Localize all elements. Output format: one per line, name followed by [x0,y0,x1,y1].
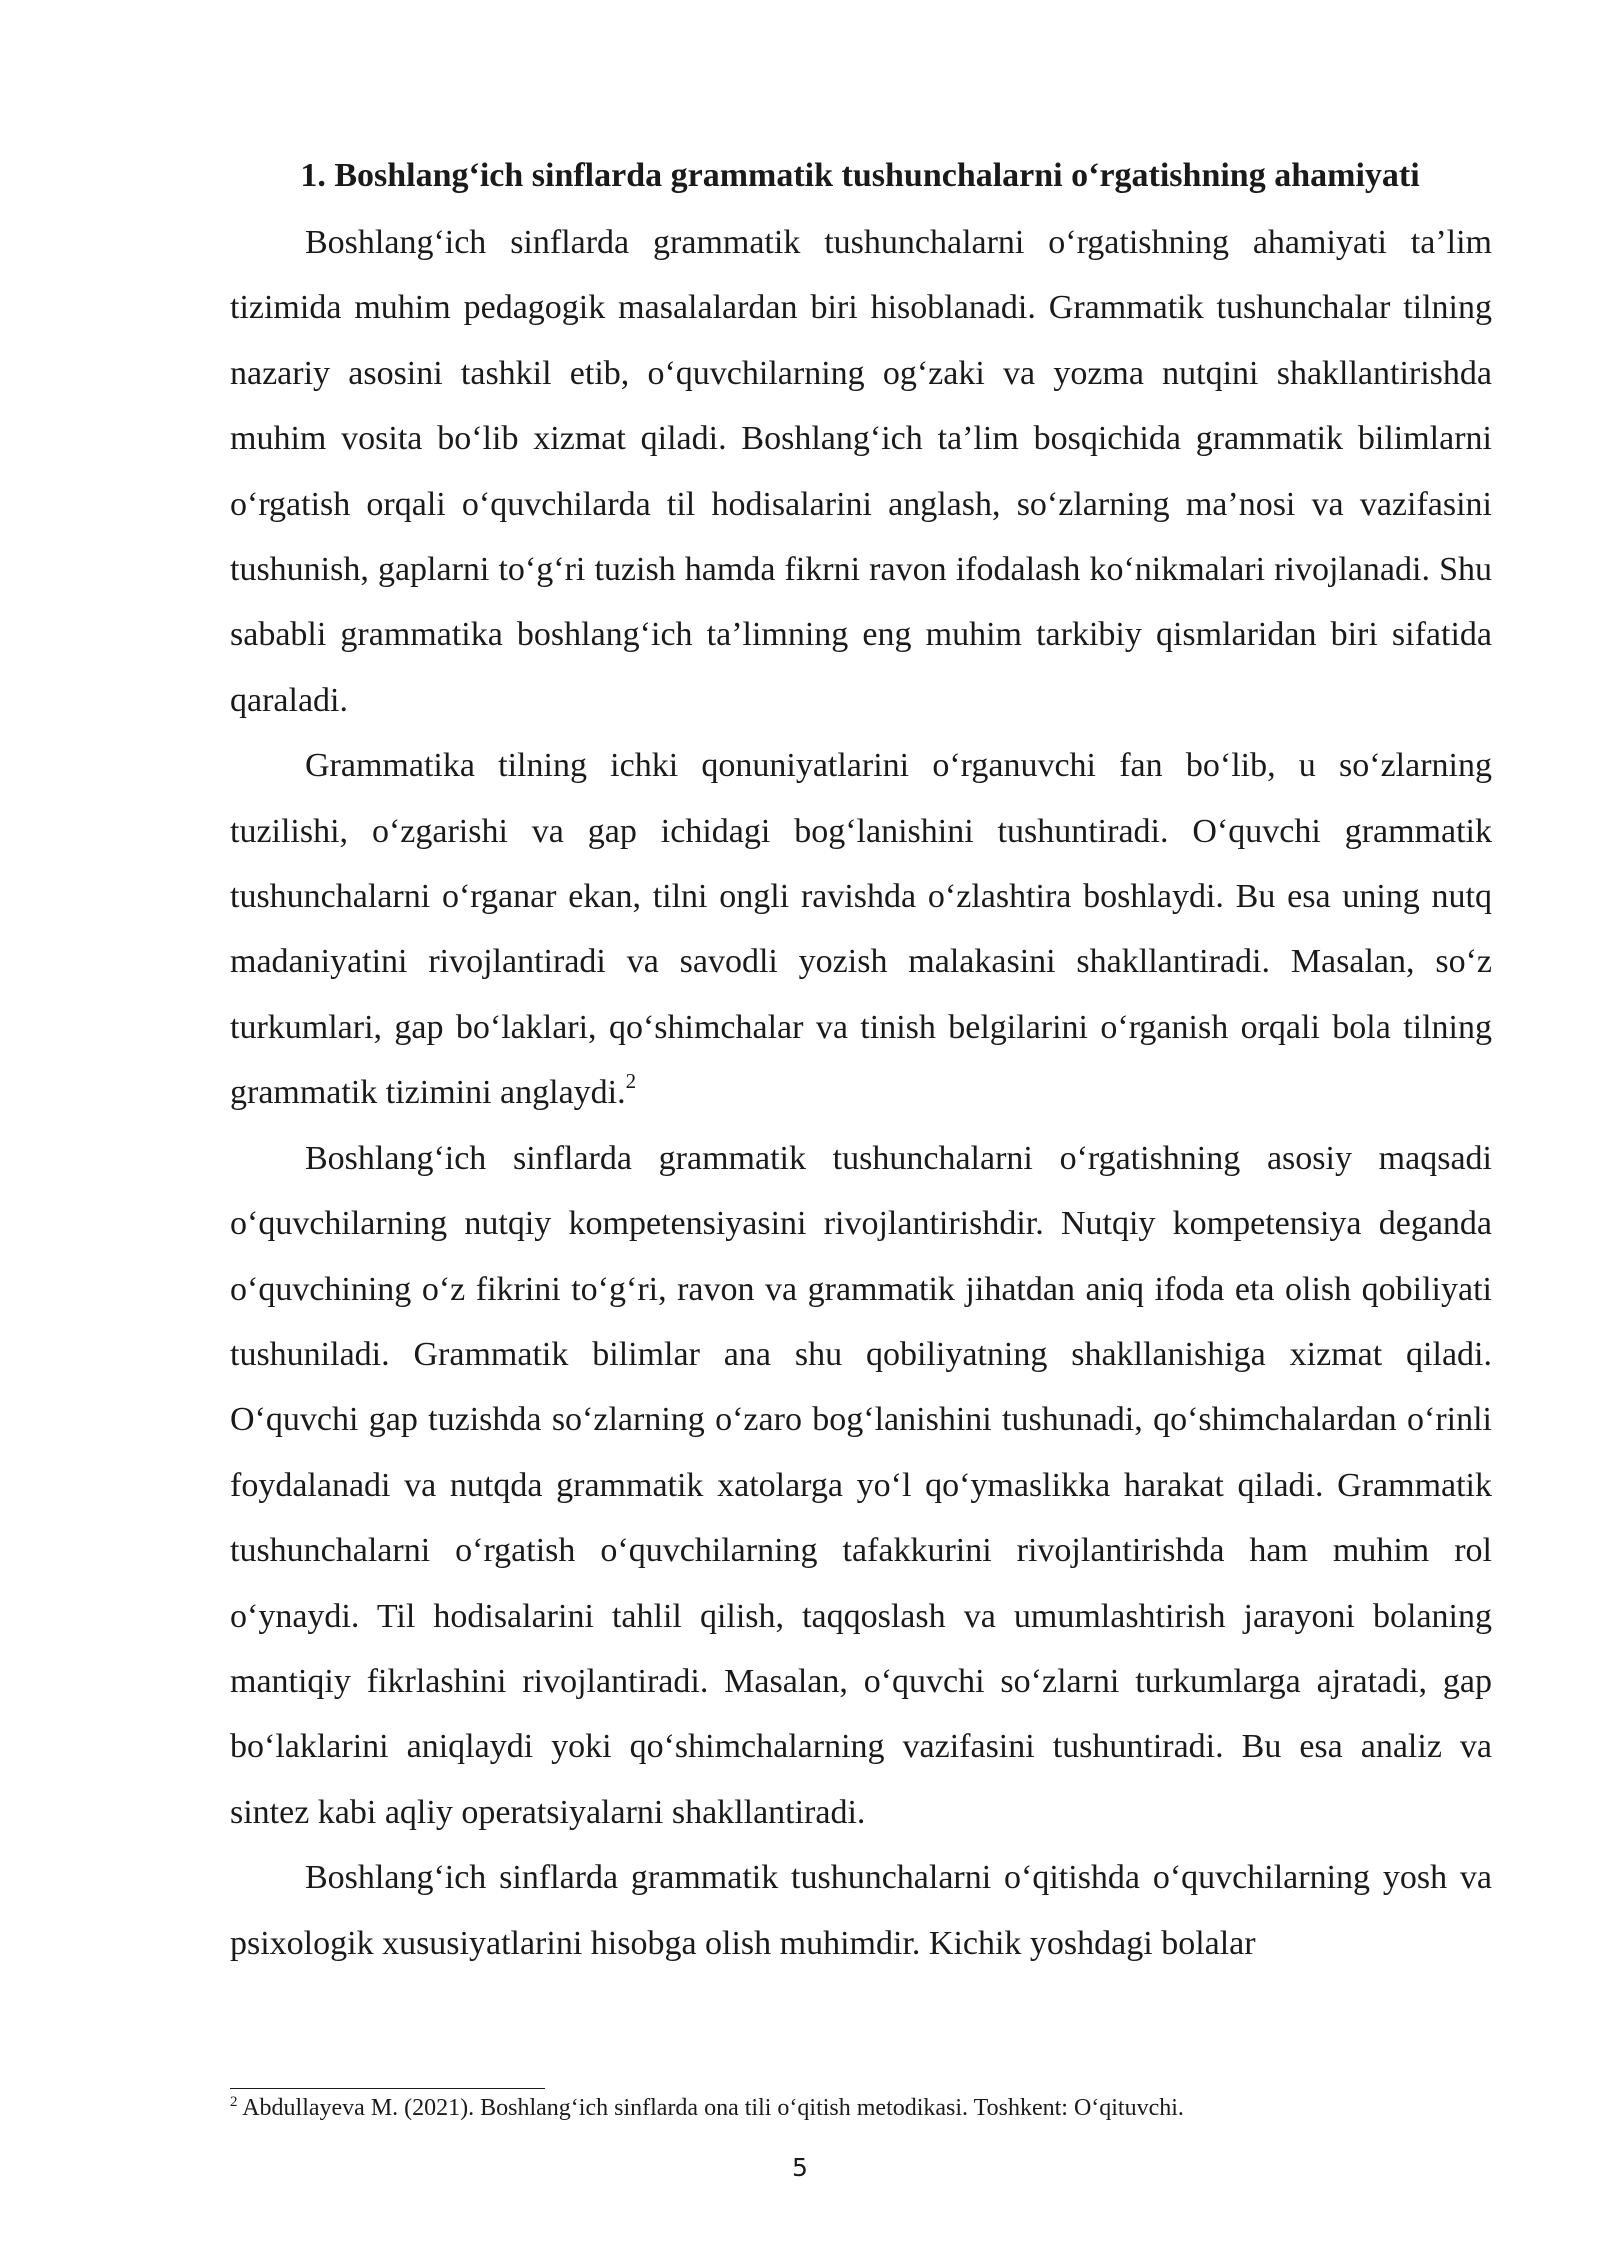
page-number: 5 [792,2153,808,2182]
body-text [230,210,1492,1976]
paragraph-1 [230,210,1492,733]
paragraph-3 [230,1126,1492,1845]
paragraph-2 [230,733,1492,1125]
footnote [230,2088,1492,2128]
paragraph-2-text: Grammatika tilning ichki qonuniyatlarini o‘rganuvchi fan bo‘lib, u so‘zlarning tuzilishi, o‘zgarishi va gap ichidagi bog‘lanishini tushuntiradi. O‘quvchi grammatik tushunchalarni o‘rganar ekan, tilni ongli ravishda o‘zlashtira boshlaydi. Bu esa uning nutq madaniyatini rivojlantiradi va savodli yozish malakasini shakllantiradi. Masalan, so‘z turkumlari, gap bo‘laklari, qo‘shimchalar va tinish belgilarini o‘rganish orqali bola tilning grammatik tizimini anglaydi. [230,747,1492,1112]
paragraph-3-text: Boshlang‘ich sinflarda grammatik tushunchalarni o‘rgatishning asosiy maqsadi o‘quvchilarning nutqiy kompetensiyasini rivojlantirishdir. Nutqiy kompetensiya deganda o‘quvchining o‘z fikrini to‘g‘ri, ravon va grammatik jihatdan aniq ifoda eta olish qobiliyati tushuniladi. Grammatik bilimlar ana shu qobiliyatning shakllanishiga xizmat qiladi. O‘quvchi gap tuzishda so‘zlarning o‘zaro bog‘lanishini tushunadi, qo‘shimchalardan o‘rinli foydalanadi va nutqda grammatik xatolarga yo‘l qo‘ymaslikka harakat qiladi. Grammatik tushunchalarni o‘rgatish o‘quvchilarning tafakkurini rivojlantirishda ham muhim rol o‘ynaydi. Til hodisalarini tahlil qilish, taqqoslash va umumlashtirish jarayoni bolaning mantiqiy fikrlashini rivojlantiradi. Masalan, o‘quvchi so‘zlarni turkumlarga ajratadi, gap bo‘laklarini aniqlaydi yoki qo‘shimchalarning vazifasini tushuntiradi. Bu esa analiz va sintez kabi aqliy operatsiyalarni shakllantiradi. [230,1139,1492,1831]
paragraph-4-text: Boshlang‘ich sinflarda grammatik tushunchalarni o‘qitishda o‘quvchilarning yosh va psixologik xususiyatlarini hisobga olish muhimdir. Kichik yoshdagi bolalar [230,1859,1492,1962]
paragraph-4 [230,1845,1492,1976]
footnote-text: Abdullayeva M. (2021). Boshlang‘ich sinflarda ona tili o‘qitish metodikasi. Toshkent: O‘qituvchi. [242,2095,1184,2121]
section-heading: 1. Boshlang‘ich sinflarda grammatik tushunchalarni o‘rgatishning ahamiyati [300,157,1420,194]
footnote-reference: 2 [625,1069,637,1094]
paragraph-1-text: Boshlang‘ich sinflarda grammatik tushunchalarni o‘rgatishning ahamiyati ta’lim tizimida muhim pedagogik masalalardan biri hisoblanadi. Grammatik tushunchalar tilning nazariy asosini tashkil etib, o‘quvchilarning og‘zaki va yozma nutqini shakllantirishda muhim vosita bo‘lib xizmat qiladi. Boshlang‘ich ta’lim bosqichida grammatik bilimlarni o‘rgatish orqali o‘quvchilarda til hodisalarini anglash, so‘zlarning ma’nosi va vazifasini tushunish, gaplarni to‘g‘ri tuzish hamda fikrni ravon ifodalash ko‘nikmalari rivojlanadi. Shu sababli grammatika boshlang‘ich ta’limning eng muhim tarkibiy qismlaridan biri sifatida qaraladi. [230,224,1492,719]
footnote-number: 2 [230,2094,238,2110]
